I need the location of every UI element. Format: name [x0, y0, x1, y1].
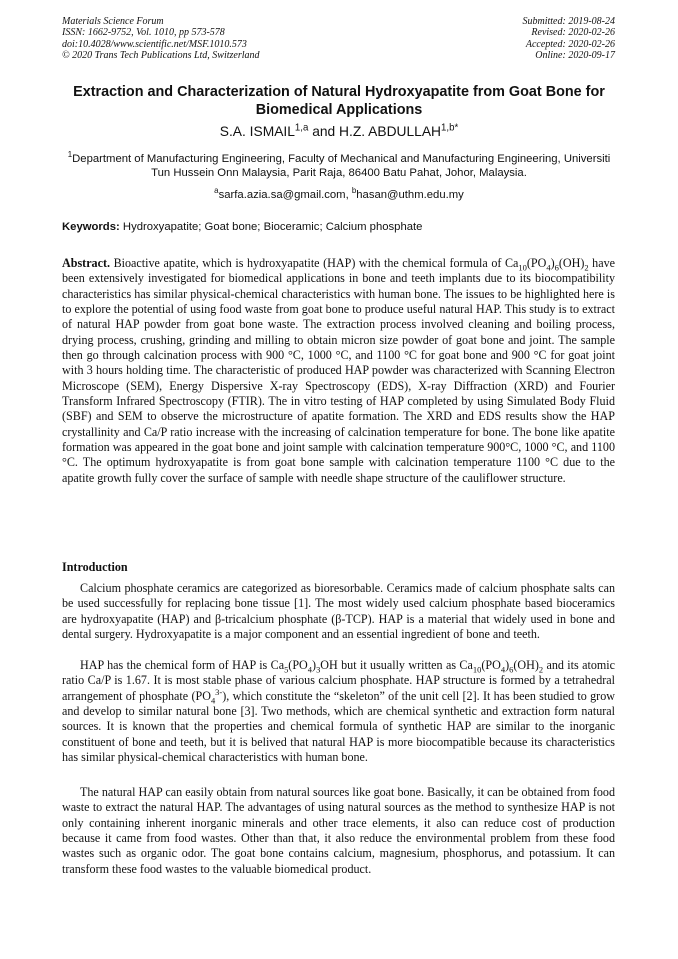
abstract-text: (PO: [526, 256, 547, 270]
abstract: [62, 256, 615, 486]
email-a[interactable]: sarfa.azia.sa@gmail.com,: [218, 189, 352, 201]
revised-date: Revised: 2020-02-26: [531, 27, 615, 39]
introduction-heading: Introduction: [62, 560, 128, 574]
abstract-label: Abstract.: [62, 256, 111, 270]
paragraph-text: OH but it usually written as Ca: [320, 658, 473, 672]
issn-line: ISSN: 1662-9752, Vol. 1010, pp 573-578: [62, 27, 225, 39]
author-conjunction: and: [308, 124, 340, 139]
author-2-sup: 1,b*: [441, 122, 459, 134]
keywords: [62, 220, 616, 234]
abstract-sub: 2: [584, 262, 589, 273]
paper-title: Extraction and Characterization of Natural Hydroxyapatite from Goat Bone for Biomedical Applications: [73, 84, 605, 118]
paragraph-text: HAP has the chemical form of HAP is Ca: [80, 658, 285, 672]
abstract-text: Bioactive apatite, which is hydroxyapatite (HAP) with the chemical formula of Ca: [110, 256, 519, 270]
email-b-sup: b: [351, 186, 357, 196]
paragraph-sub: 5: [284, 664, 289, 675]
online-date: Online: 2020-09-17: [535, 49, 615, 61]
intro-paragraph-1: [62, 581, 615, 642]
paragraph-text: (PO: [481, 658, 501, 672]
accepted-date: Accepted: 2020-02-26: [525, 38, 615, 50]
submitted-date: Submitted: 2019-08-24: [522, 16, 615, 27]
abstract-sub: 4: [546, 262, 551, 273]
affiliation-text: Department of Manufacturing Engineering, Faculty of Mechanical and Manufacturing Engineering, Universiti Tun Hussein Onn Malaysia, Parit Raja, 86400 Batu Pahat, Johor, Malaysia.: [72, 153, 611, 179]
paragraph-text: ), which constitute the “skeleton” of the unit cell [2]. It has been studied to grow and develop to similar natural bone [3]. Two methods, which are chemical synthetic and extraction form natural sources. It is known that the properties and chemical formula of synthetic HAP are similar to the inorganic constituent of bone and teeth, but it is belived that natural HAP is more biocompatible because its characteristics has similar physical-chemical characteristics with human bone.: [62, 688, 615, 765]
paragraph-text: Calcium phosphate ceramics are categorized as bioresorbable. Ceramics made of calcium phosphate salts can be used successfully for replacing bone tissue [1]. The most widely used calcium phosphate based bioceramics are hydroxyapatite (HAP) and β-tricalcium phosphate (β-TCP). HAP is a material that widely used in bone and dental surgery. Hydroxyapatite is a major component and an essential ingredient of bone and teeth.: [62, 581, 615, 642]
paragraph-text: ): [505, 658, 510, 672]
keywords-label: Keywords:: [62, 221, 120, 233]
email-b[interactable]: hasan@uthm.edu.my: [356, 189, 464, 201]
paragraph-sub: 3: [316, 664, 321, 675]
paragraph-text: The natural HAP can easily obtain from natural sources like goat bone. Basically, it can be obtained from food waste to extract the natural HAP. The advantages of using natural sources as the method to synthesize HAP is not only containing inherent inorganic minerals and other trace elements, it also can reduce cost of production because it came from food wastes. Other than that, it also reduce the environmental problem from these food wastes such as organic odor. The goat bone contains calcium, magnesium, phosphorus, and potassium. It can transform these food wastes to the valuable biomedical product.: [62, 785, 615, 876]
abstract-text: ): [550, 256, 555, 270]
email-a-sup: a: [214, 186, 219, 196]
author-1: S.A. ISMAIL: [219, 124, 295, 139]
author-line: [62, 124, 616, 140]
paragraph-sub: 4: [210, 695, 216, 706]
paragraph-text: (OH): [513, 658, 539, 672]
journal-name: Materials Science Forum: [62, 16, 164, 27]
keywords-text: Hydroxyapatite; Goat bone; Bioceramic; Calcium phosphate: [119, 221, 423, 233]
journal-info: [62, 16, 260, 61]
paragraph-sub: 10: [472, 664, 482, 675]
intro-paragraph-3: [62, 785, 615, 877]
author-2: H.Z. ABDULLAH: [339, 124, 442, 139]
paragraph-sub: 2: [538, 664, 544, 675]
abstract-text: have been extensively investigated for biomedical applications in bone and teeth implants due to its biocompatibility characteristics has similar physical-chemical characteristics with human bone. The issues to be highlighted here is to explore the potential of using food waste from goat bone to produce useful natural HAP. This study is to extract of natural HAP powder from goat bone waste. The extraction process involved cleaning and boiling process, drying process, crushing, grinding and milling to obtain micron size powder of goat bone and joint. The sample then go through calcination process with 900 °C, 1000 °C, and 1100 °C for goat bone and 900 °C for goat joint with 3 hours holding time. The characteristic of produced HAP powder was characterized with Scanning Electron Microscope (SEM), Energy Dispersive X-ray Spectroscopy (EDS), X-ray Diffraction (XRD) and Fourier Transform Infrared Spectroscopy (FTIR). The in vitro testing of HAP completed by using Simulated Body Fluid (SBF) and SEM to observe the microstructure of apatite formation. The XRD and EDS results show the HAP crystallinity and Ca/P ratio increase with the increasing of calcination temperature for bone. The bone like apatite formation was appeared in the goat bone and joint sample with calcination temperature 900°C, 1000 °C, and 1100 °C. The optimum hydroxyapatite is from goat bone sample with calcination temperature 1100 °C due to the apatite growth fully cover the surface of sample with needle shape structure of the cauliflower structure.: [62, 256, 616, 485]
doi-line: doi:10.4028/www.scientific.net/MSF.1010.573: [62, 38, 247, 50]
paragraph-text: ): [312, 658, 317, 672]
author-emails: [62, 188, 616, 202]
abstract-text: (OH): [558, 256, 585, 270]
dates-info: [523, 16, 616, 61]
paragraph-text: (PO: [288, 658, 308, 672]
paragraph-sub: 4: [307, 664, 313, 675]
abstract-sub: 6: [554, 262, 559, 273]
affiliation: [62, 152, 616, 180]
paragraph-sub: 6: [509, 664, 514, 675]
copyright-line: © 2020 Trans Tech Publications Ltd, Switzerland: [62, 49, 260, 61]
affiliation-sup: 1: [67, 150, 73, 160]
paragraph-sup: 3-: [215, 686, 223, 697]
paragraph-text: and its atomic ratio Ca/P is 1.67. It is most stable phase of various calcium phosphate. HAP structure is formed by a tetrahedral arrangement of phosphate (PO: [62, 658, 615, 703]
paragraph-sub: 4: [500, 664, 506, 675]
intro-paragraph-2: [62, 658, 615, 765]
author-1-sup: 1,a: [294, 122, 309, 134]
abstract-sub: 10: [518, 262, 527, 273]
